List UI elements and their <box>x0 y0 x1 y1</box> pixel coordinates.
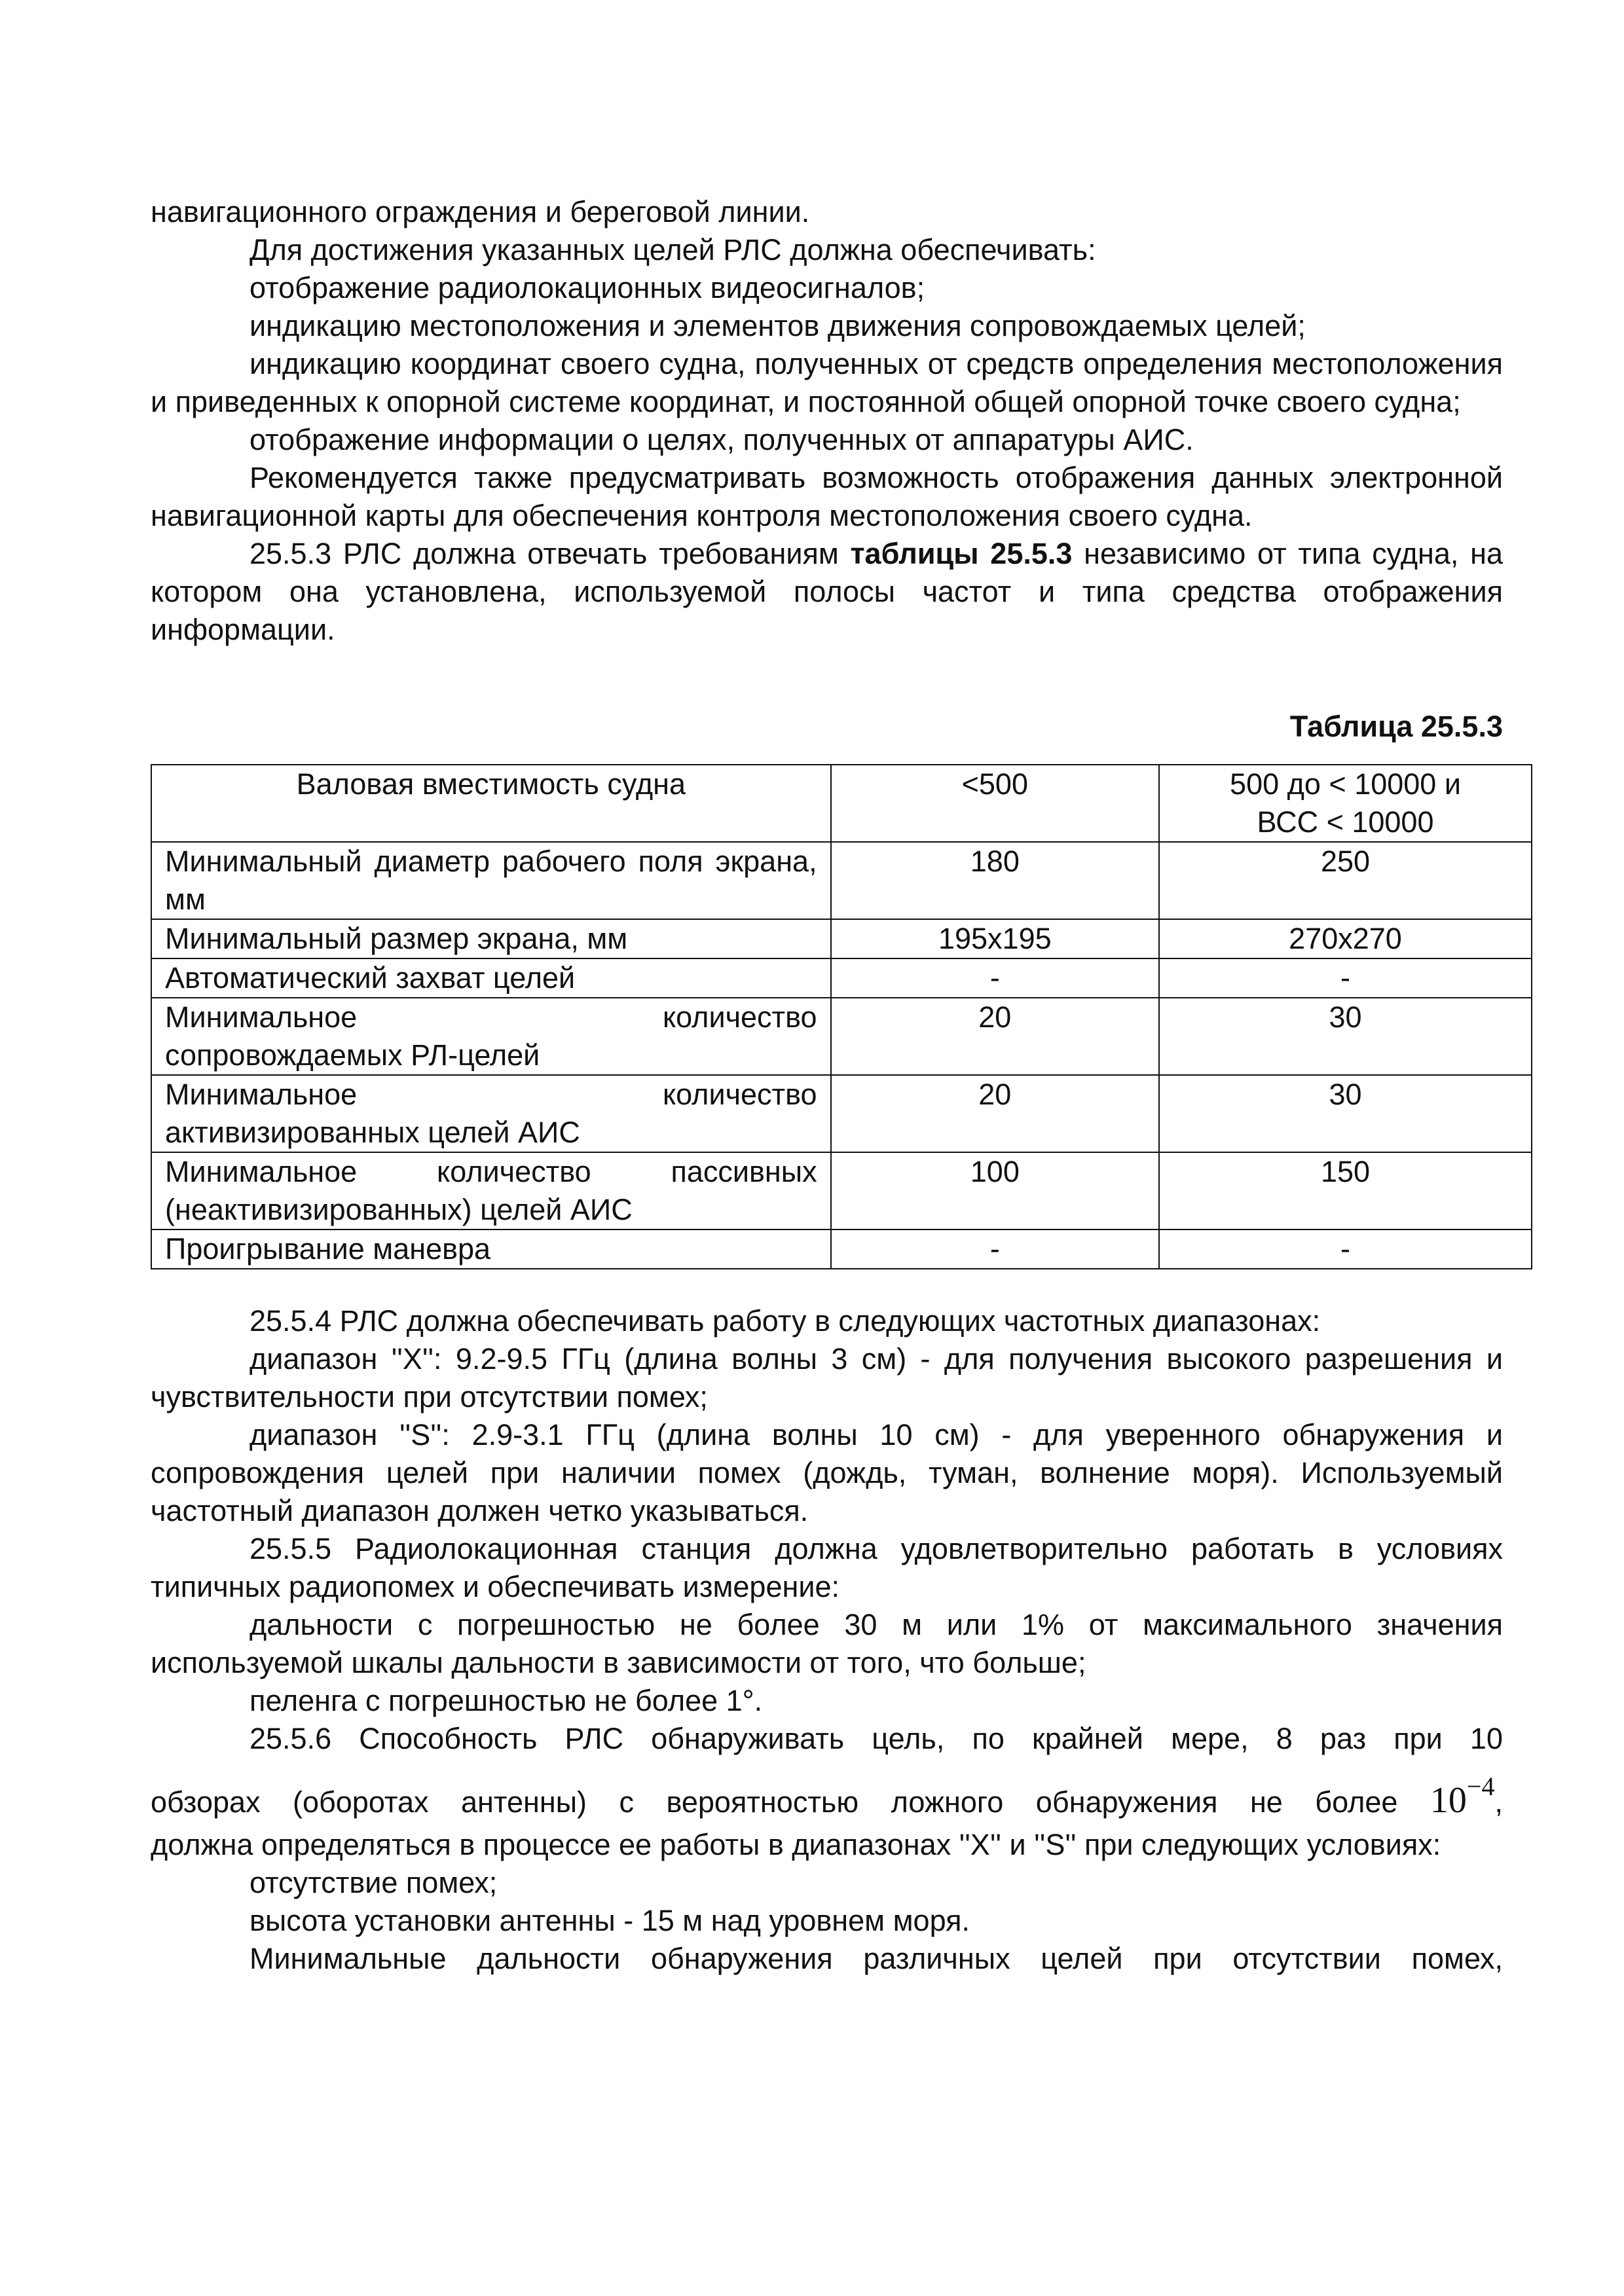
paragraph: индикацию координат своего судна, полученных от средств определения местоположения и приведенных к опорной системе координат, и постоянной общей опорной точке своего судна; <box>151 347 1503 418</box>
section-after-table <box>151 1302 1503 1978</box>
probability-formula: $10^{-4}$ <box>1430 1772 1495 1821</box>
cell-value: 195x195 <box>831 919 1159 958</box>
cell-value: - <box>831 958 1159 998</box>
paragraph: 25.5.5 Радиолокационная станция должна удовлетворительно работать в условиях типичных радиопомех и обеспечивать измерение: <box>151 1532 1503 1603</box>
table-reference: таблицы 25.5.3 <box>850 537 1073 570</box>
cell-value: 30 <box>1159 998 1532 1075</box>
row-label: Минимальный диаметр рабочего поля экрана, мм <box>151 842 831 919</box>
paragraph-25-5-3: 25.5.3 РЛС должна отвечать требованиям таблицы 25.5.3 независимо от типа судна, на котором она установлена, используемой полосы частот и типа средства отображения информации. <box>151 537 1503 646</box>
cell-value: - <box>1159 958 1532 998</box>
header-cell: Валовая вместимость судна <box>151 765 831 842</box>
document-page <box>151 193 1503 1978</box>
paragraph: 25.5.4 РЛС должна обеспечивать работу в следующих частотных диапазонах: <box>249 1304 1321 1338</box>
cell-value: 30 <box>1159 1075 1532 1152</box>
paragraph: индикацию местоположения и элементов движения сопровождаемых целей; <box>249 309 1306 342</box>
table-row <box>151 842 1532 919</box>
paragraph: пеленга с погрешностью не более 1°. <box>249 1684 763 1717</box>
cell-value: 270x270 <box>1159 919 1532 958</box>
cell-value: 20 <box>831 1075 1159 1152</box>
row-label: Минимальное количество активизированных целей АИС <box>151 1075 831 1152</box>
paragraph: отображение информации о целях, полученных от аппаратуры АИС. <box>249 423 1194 456</box>
cell-value: - <box>831 1230 1159 1269</box>
row-label: Минимальный размер экрана, мм <box>151 919 831 958</box>
cell-value: 20 <box>831 998 1159 1075</box>
paragraph: высота установки антенны - 15 м над уровнем моря. <box>249 1904 970 1937</box>
row-label: Автоматический захват целей <box>151 958 831 998</box>
row-label: Минимальное количество сопровождаемых РЛ-целей <box>151 998 831 1075</box>
table-row <box>151 998 1532 1075</box>
paragraph: Минимальные дальности обнаружения различных целей при отсутствии помех, <box>249 1942 1503 1975</box>
paragraph: отображение радиолокационных видеосигналов; <box>249 271 925 304</box>
paragraph: должна определяться в процессе ее работы в диапазонах ''X'' и ''S'' при следующих условиях: <box>151 1828 1441 1861</box>
cell-value: - <box>1159 1230 1532 1269</box>
table-row <box>151 1230 1532 1269</box>
paragraph-25-5-6-first-line: 25.5.6 Способность РЛС обнаруживать цель, по крайней мере, 8 раз при 10 <box>249 1722 1503 1755</box>
table-row <box>151 1152 1532 1230</box>
row-label: Проигрывание маневра <box>151 1230 831 1269</box>
table-row <box>151 919 1532 958</box>
paragraph: отсутствие помех; <box>249 1866 498 1899</box>
table-caption: Таблица 25.5.3 <box>1289 710 1503 743</box>
spec-table <box>151 764 1532 1269</box>
cell-value: 100 <box>831 1152 1159 1230</box>
table-header-row <box>151 765 1532 842</box>
paragraph: навигационного ограждения и береговой линии. <box>151 195 810 228</box>
header-cell: 500 до < 10000 и ВСС < 10000 <box>1159 765 1532 842</box>
table-row <box>151 958 1532 998</box>
paragraph: диапазон ''X'': 9.2-9.5 ГГц (длина волны 3 см) - для получения высокого разрешения и чувствительности при отсутствии помех; <box>151 1342 1503 1413</box>
paragraph: Рекомендуется также предусматривать возможность отображения данных электронной навигационной карты для обеспечения контроля местоположения своего судна. <box>151 461 1503 532</box>
paragraph: дальности с погрешностью не более 30 м или 1% от максимального значения используемой шкалы дальности в зависимости от того, что больше; <box>151 1608 1503 1679</box>
paragraph: Для достижения указанных целей РЛС должна обеспечивать: <box>249 233 1096 266</box>
paragraph: диапазон ''S'': 2.9-3.1 ГГц (длина волны 10 см) - для уверенного обнаружения и сопровождения целей при наличии помех (дождь, туман, волнение моря). Используемый частотный диапазон должен четко указываться. <box>151 1418 1503 1527</box>
paragraph-25-5-6-formula-line: обзорах (оборотах антенны) с вероятностью ложного обнаружения не более $10^{-4}$, <box>151 1772 1503 1821</box>
cell-value: 250 <box>1159 842 1532 919</box>
cell-value: 180 <box>831 842 1159 919</box>
row-label: Минимальное количество пассивных (неактивизированных) целей АИС <box>151 1152 831 1230</box>
cell-value: 150 <box>1159 1152 1532 1230</box>
header-cell: <500 <box>831 765 1159 842</box>
table-row <box>151 1075 1532 1152</box>
